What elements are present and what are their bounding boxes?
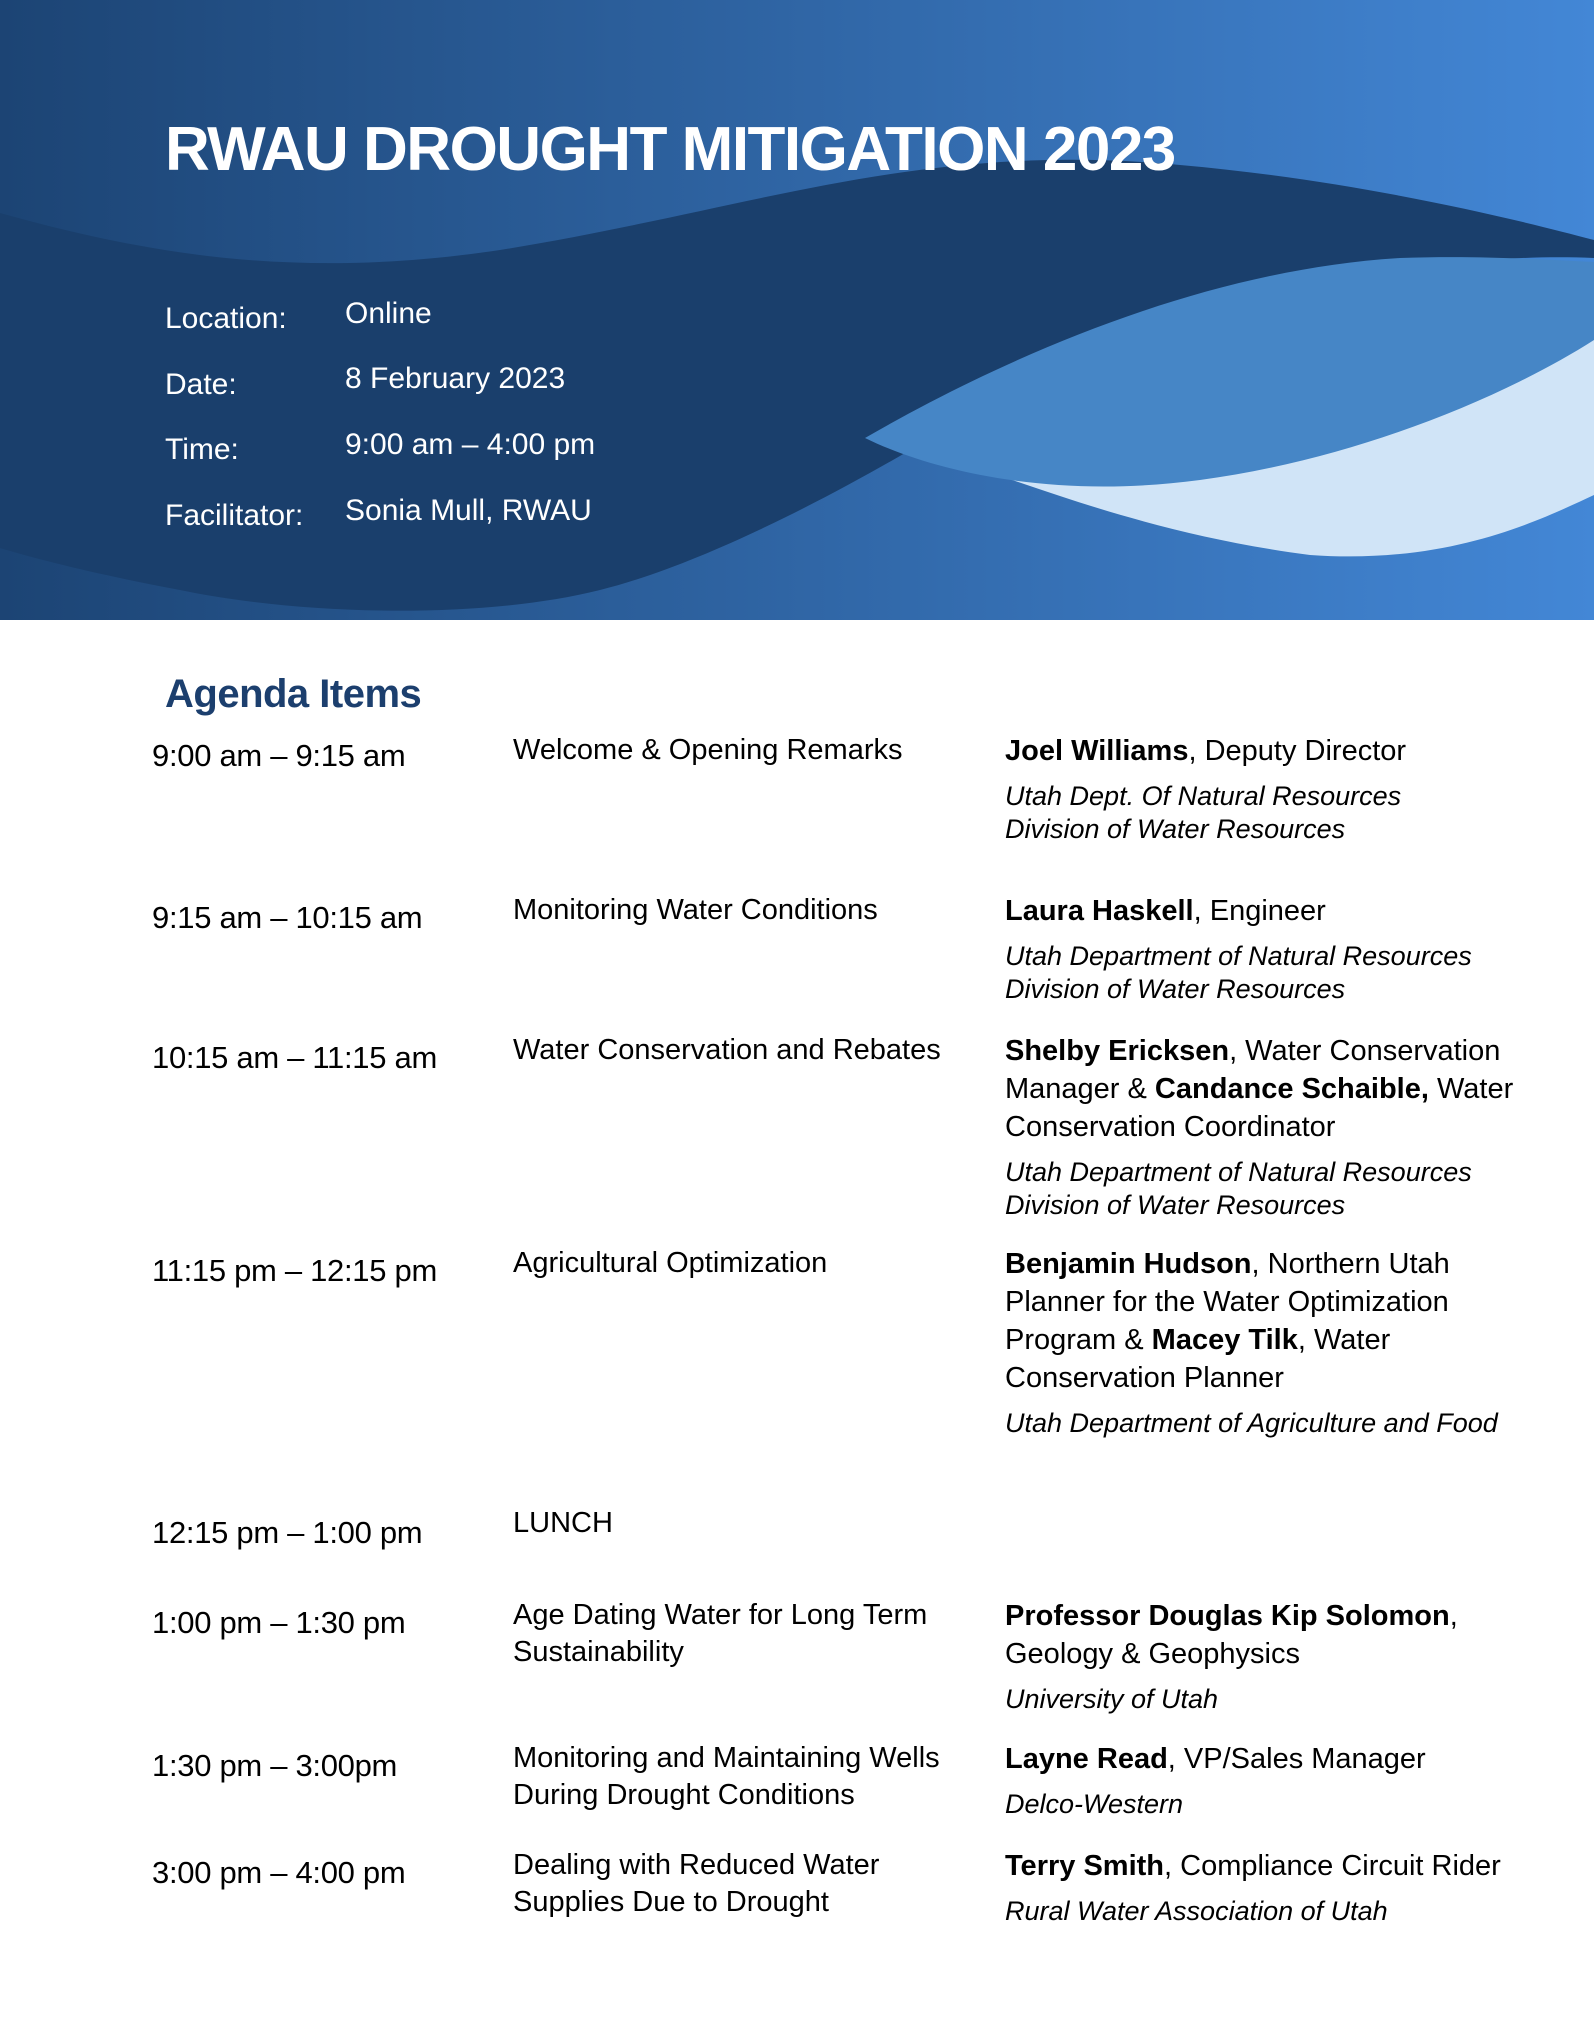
organization-line: Division of Water Resources: [1005, 974, 1346, 1004]
speaker-organization: [1005, 1683, 1525, 1716]
agenda-speaker: [1005, 1597, 1525, 1716]
agenda-time: 12:15 pm – 1:00 pm: [152, 1515, 423, 1550]
speaker-organization: [1005, 1788, 1525, 1821]
facilitator-value: Sonia Mull, RWAU: [345, 494, 592, 527]
facilitator-label: Facilitator:: [165, 499, 304, 532]
agenda-speaker: [1005, 1032, 1525, 1222]
speaker-organization: [1005, 1156, 1525, 1222]
speaker-names: [1005, 1245, 1525, 1397]
speaker-role: , Engineer: [1193, 895, 1326, 927]
speaker-name: Benjamin Hudson: [1005, 1248, 1252, 1280]
time-value: 9:00 am – 4:00 pm: [345, 428, 596, 461]
speaker-names: [1005, 1740, 1525, 1778]
agenda-time: 10:15 am – 11:15 am: [152, 1040, 437, 1075]
speaker-names: [1005, 892, 1525, 930]
agenda-heading: Agenda Items: [165, 672, 422, 716]
speaker-role: , Compliance Circuit Rider: [1164, 1850, 1501, 1882]
organization-line: Utah Dept. Of Natural Resources: [1005, 781, 1402, 811]
speaker-name: Macey Tilk: [1151, 1324, 1298, 1356]
speaker-role: , Water Conservation Planner: [1005, 1324, 1391, 1394]
agenda-time: 9:00 am – 9:15 am: [152, 738, 406, 773]
speaker-name: Professor Douglas Kip Solomon: [1005, 1600, 1450, 1632]
date-label: Date:: [165, 368, 237, 401]
date-value: 8 February 2023: [345, 362, 566, 395]
agenda-speaker: [1005, 892, 1525, 1006]
agenda-speaker: [1005, 732, 1525, 846]
speaker-name: Candance Schaible,: [1154, 1073, 1429, 1105]
agenda-speaker: [1005, 1740, 1525, 1821]
speaker-name: Layne Read: [1005, 1743, 1168, 1775]
location-value: Online: [345, 297, 432, 330]
speaker-role: , VP/Sales Manager: [1167, 1743, 1426, 1775]
organization-line: University of Utah: [1005, 1684, 1219, 1714]
agenda-topic: Welcome & Opening Remarks: [513, 734, 903, 766]
agenda-time: 3:00 pm – 4:00 pm: [152, 1855, 406, 1890]
agenda-speaker: [1005, 1245, 1525, 1440]
organization-line: Utah Department of Natural Resources: [1005, 1157, 1472, 1187]
time-label: Time:: [165, 433, 239, 466]
speaker-names: [1005, 732, 1525, 770]
speaker-organization: [1005, 940, 1525, 1006]
agenda-topic: Agricultural Optimization: [513, 1247, 828, 1279]
organization-line: Utah Department of Agriculture and Food: [1005, 1408, 1498, 1438]
speaker-role: Water Conservation Coordinator: [1005, 1073, 1514, 1143]
speaker-name: Terry Smith: [1005, 1850, 1165, 1882]
speaker-organization: [1005, 780, 1525, 846]
agenda-topic: Monitoring Water Conditions: [513, 894, 878, 926]
speaker-role: , Deputy Director: [1188, 735, 1407, 767]
speaker-role: , Water Conservation Manager &: [1005, 1035, 1501, 1105]
speaker-names: [1005, 1032, 1525, 1146]
agenda-time: 1:30 pm – 3:00pm: [152, 1748, 398, 1783]
agenda-topic: Water Conservation and Rebates: [513, 1034, 941, 1066]
agenda-speaker: [1005, 1847, 1525, 1928]
speaker-name: Joel Williams: [1005, 735, 1189, 767]
speaker-names: [1005, 1847, 1525, 1885]
speaker-role: , Geology & Geophysics: [1005, 1600, 1458, 1670]
agenda-time: 9:15 am – 10:15 am: [152, 900, 423, 935]
organization-line: Utah Department of Natural Resources: [1005, 941, 1472, 971]
speaker-name: Laura Haskell: [1005, 895, 1194, 927]
speaker-names: [1005, 1597, 1525, 1673]
agenda-topic: Age Dating Water for Long Term Sustainability: [513, 1599, 928, 1668]
organization-line: Rural Water Association of Utah: [1005, 1896, 1388, 1926]
agenda-time: 11:15 pm – 12:15 pm: [152, 1253, 437, 1288]
location-label: Location:: [165, 302, 287, 335]
speaker-name: Shelby Ericksen: [1005, 1035, 1230, 1067]
page-title: RWAU DROUGHT MITIGATION 2023: [165, 115, 1175, 184]
speaker-role: , Northern Utah Planner for the Water Optimization Program &: [1005, 1248, 1450, 1356]
organization-line: Division of Water Resources: [1005, 814, 1346, 844]
agenda-topic: Monitoring and Maintaining Wells During Drought Conditions: [513, 1742, 940, 1811]
agenda-topic: Dealing with Reduced Water Supplies Due to Drought: [513, 1849, 880, 1918]
speaker-organization: [1005, 1895, 1525, 1928]
organization-line: Division of Water Resources: [1005, 1190, 1346, 1220]
agenda-time: 1:00 pm – 1:30 pm: [152, 1605, 406, 1640]
organization-line: Delco-Western: [1005, 1789, 1184, 1819]
speaker-organization: [1005, 1407, 1525, 1440]
agenda-topic: LUNCH: [513, 1507, 613, 1539]
